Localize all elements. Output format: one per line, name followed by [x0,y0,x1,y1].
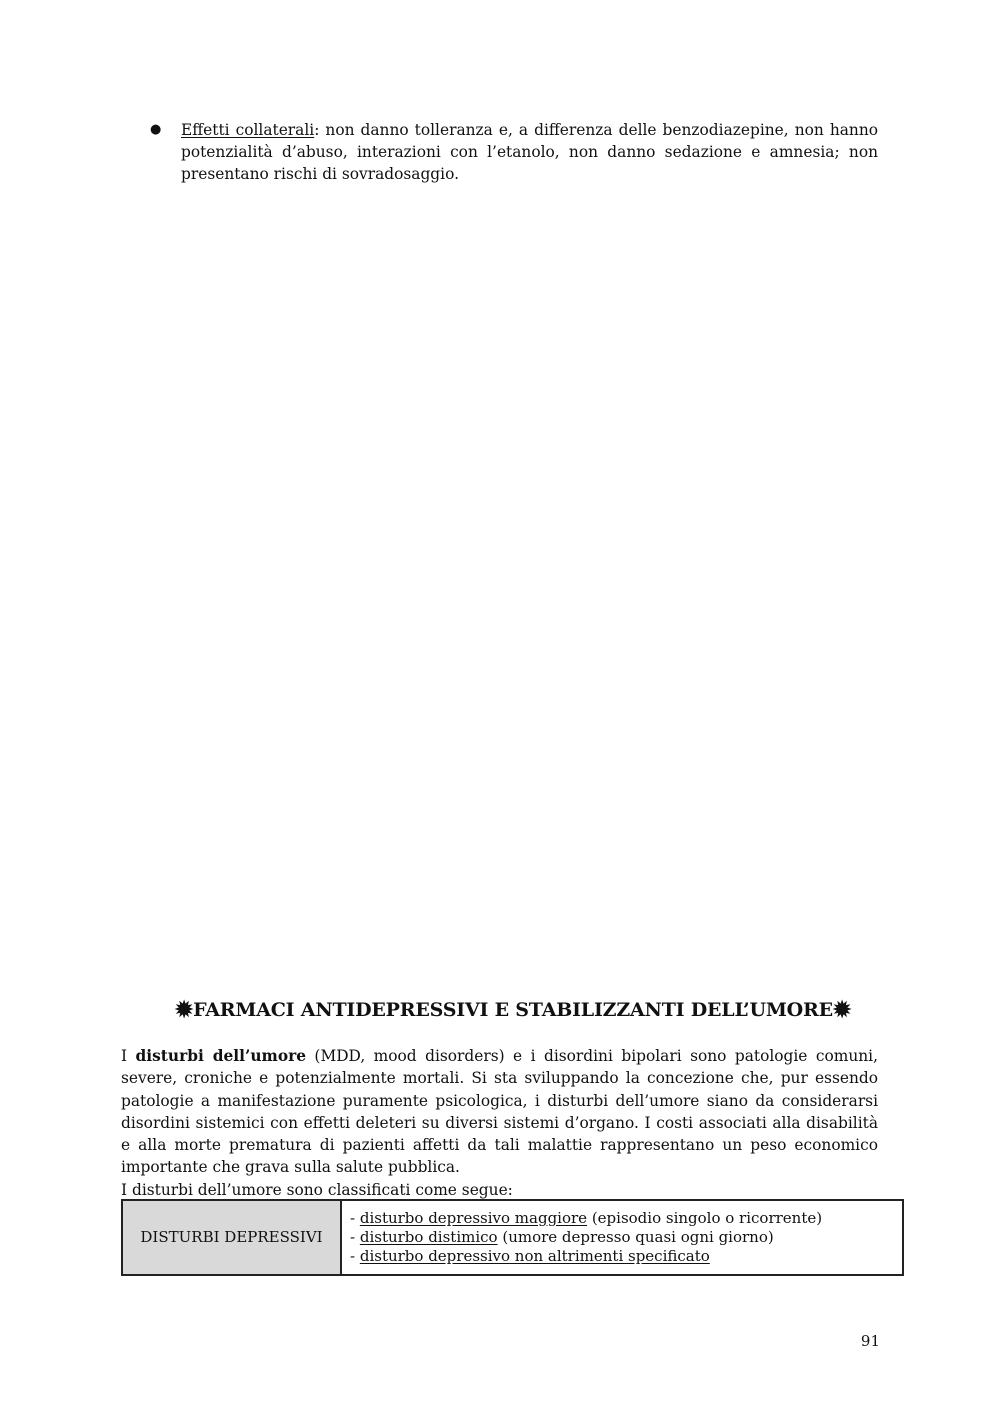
item-term: disturbo depressivo non altrimenti specificato [359,1247,710,1265]
intro-text [121,1045,878,1179]
item-prefix: - [350,1247,360,1265]
list-item [350,1209,902,1228]
item-prefix: - [350,1209,360,1227]
star-icon-right: ✹ [832,997,852,1023]
item-note: (umore depresso quasi ogni giorno) [497,1228,774,1246]
item-prefix: - [350,1228,360,1246]
page-number: 91 [860,1332,880,1350]
table-header-cell: DISTURBI DEPRESSIVI [122,1200,341,1275]
classification-table [121,1199,904,1276]
intro-lead: I [121,1047,136,1065]
bullet-item-side-effects [150,119,878,185]
bullet-term: Effetti collaterali [181,121,315,139]
bullet-dot: ● [150,122,162,137]
item-note: (episodio singolo o ricorrente) [587,1209,823,1227]
star-icon-left: ✹ [174,997,194,1023]
item-term: disturbo depressivo maggiore [359,1209,588,1227]
intro-rest: (MDD, mood disorders) e i disordini bipolari sono patologie comuni, severe, croniche e potenzialmente mortali. Si sta sviluppando la concezione che, pur essendo patologie a manifestazione puramente psicologica, i disturbi dell’umore siano da considerarsi disordini sistemici con effetti deleteri su diversi sistemi d’organo. I costi associati alla disabilità e alla morte prematura di pazienti affetti da tali malattie rappresentano un peso economico importante che grava sulla salute pubblica. [121,1047,878,1177]
list-item [350,1247,902,1266]
bullet-text [181,119,878,185]
bullet-body: : non danno tolleranza e, a differenza delle benzodiazepine, non hanno potenzialità d’abuso, interazioni con l’etanolo, non danno sedazione e amnesia; non presentano rischi di sovradosaggio. [181,121,878,183]
table-items-cell [341,1200,903,1275]
table-row [122,1200,903,1275]
section-heading [120,996,906,1024]
list-item [350,1228,902,1247]
section-title: FARMACI ANTIDEPRESSIVI E STABILIZZANTI DELL’UMORE [193,999,833,1021]
intro-paragraph [121,1045,878,1201]
intro-bold-term: disturbi dell’umore [135,1047,306,1065]
intro-line2: I disturbi dell’umore sono classificati come segue: [121,1180,513,1199]
item-term: disturbo distimico [359,1228,498,1246]
